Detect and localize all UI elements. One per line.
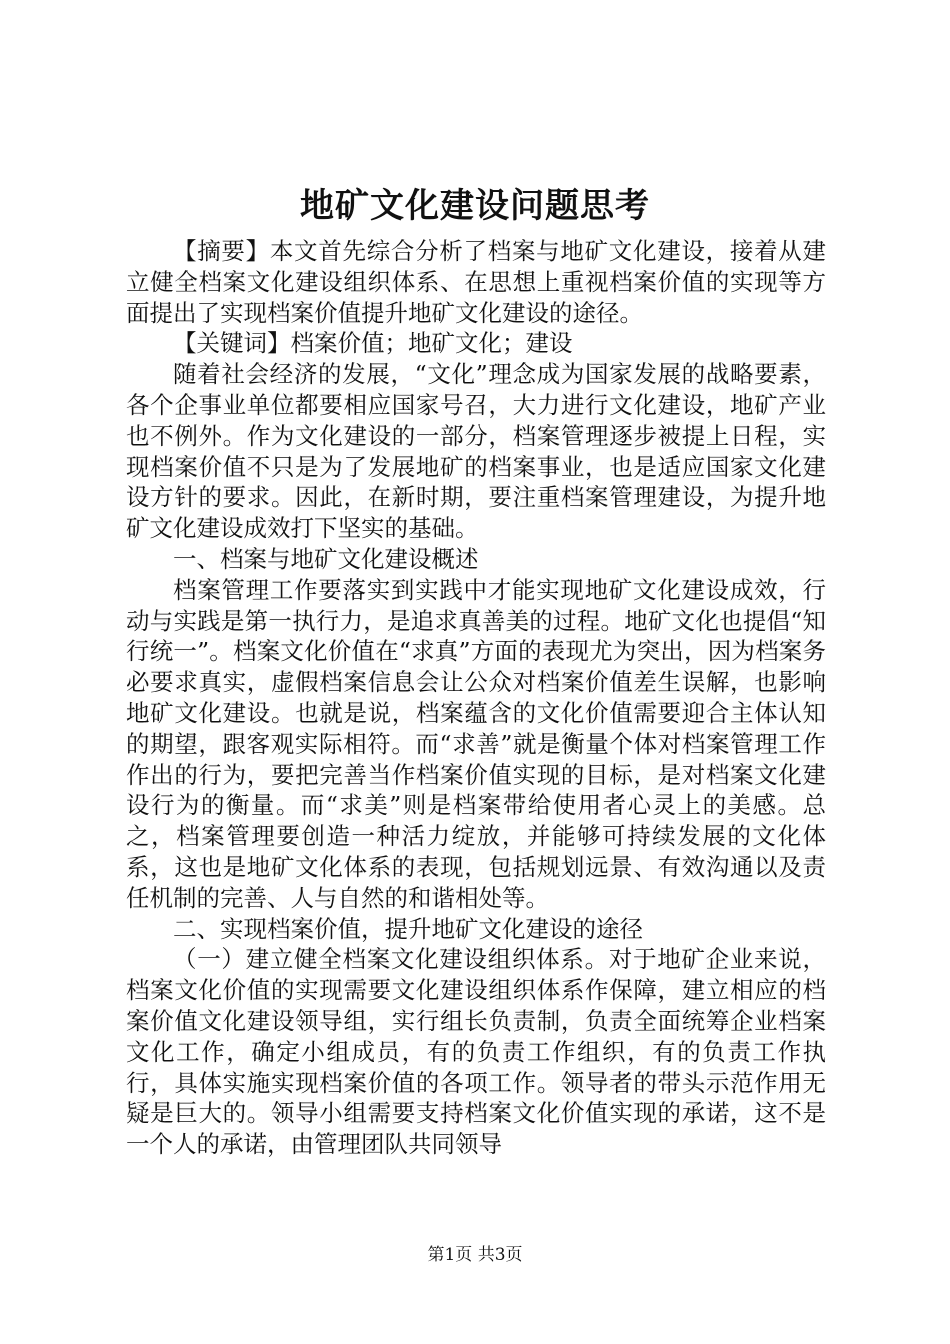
page-footer: 第1页 共3页 — [427, 1245, 523, 1265]
intro-paragraph: 随着社会经济的发展，“文化”理念成为国家发展的战略要素，各个企事业单位都要相应国家号召，大力进行文化建设，地矿产业也不例外。作为文化建设的一部分，档案管理逐步被提上日程，实现档案价值不只是为了发展地矿的档案事业，也是适应国家文化建设方针的要求。因此，在新时期，要注重档案管理建设，为提升地矿文化建设成效打下坚实的基础。 — [126, 360, 826, 543]
keywords-paragraph: 【关键词】档案价值；地矿文化；建设 — [173, 329, 573, 358]
section-heading-1: 一、档案与地矿文化建设概述 — [173, 544, 479, 573]
section-2-paragraph: （一）建立健全档案文化建设组织体系。对于地矿企业来说，档案文化价值的实现需要文化建设组织体系作保障，建立相应的档案价值文化建设领导组，实行组长负责制，负责全面统筹企业档案文化工作，确定小组成员，有的负责工作组织，有的负责工作执行，具体实施实现档案价值的各项工作。领导者的带头示范作用无疑是巨大的。领导小组需要支持档案文化价值实现的承诺，这不是一个人的承诺，由管理团队共同领导 — [126, 945, 826, 1159]
section-1-paragraph: 档案管理工作要落实到实践中才能实现地矿文化建设成效，行动与实践是第一执行力，是追求真善美的过程。地矿文化也提倡“知行统一”。档案文化价值在“求真”方面的表现尤为突出，因为档案务必要求真实，虚假档案信息会让公众对档案价值差生误解，也影响地矿文化建设。也就是说，档案蕴含的文化价值需要迎合主体认知的期望，跟客观实际相符。而“求善”就是衡量个体对档案管理工作作出的行为，要把完善当作档案价值实现的目标，是对档案文化建设行为的衡量。而“求美”则是档案带给使用者心灵上的美感。总之，档案管理要创造一种活力绽放，并能够可持续发展的文化体系，这也是地矿文化体系的表现，包括规划远景、有效沟通以及责任机制的完善、人与自然的和谐相处等。 — [126, 575, 826, 912]
document-body — [126, 236, 826, 1160]
section-heading-2: 二、实现档案价值，提升地矿文化建设的途径 — [173, 914, 643, 943]
abstract-paragraph: 【摘要】本文首先综合分析了档案与地矿文化建设，接着从建立健全档案文化建设组织体系、在思想上重视档案价值的实现等方面提出了实现档案价值提升地矿文化建设的途径。 — [126, 237, 826, 327]
document-title: 地矿文化建设问题思考 — [300, 186, 650, 226]
